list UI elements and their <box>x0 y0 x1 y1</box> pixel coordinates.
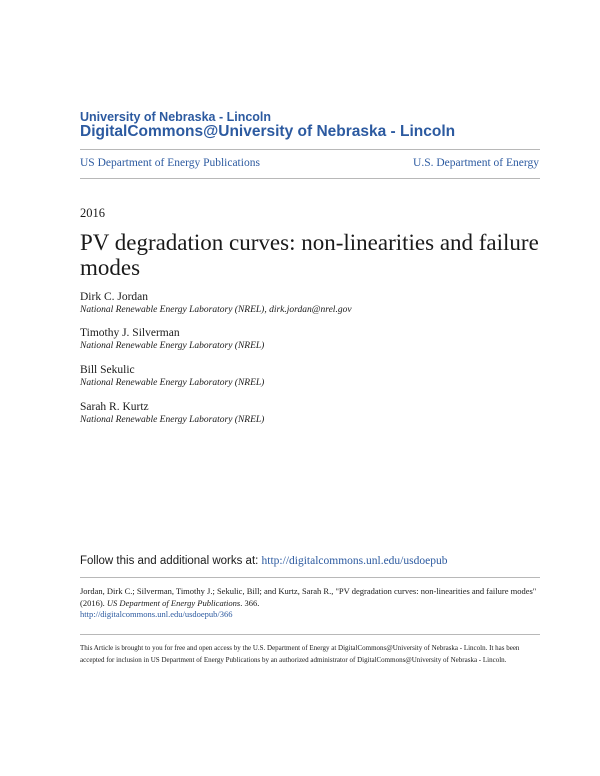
university-link[interactable]: University of Nebraska - Lincoln <box>80 110 272 124</box>
citation-journal: US Department of Energy Publications <box>106 597 241 608</box>
citation-block <box>80 586 542 621</box>
author-name: Bill Sekulic <box>80 364 135 376</box>
access-notice: This Article is brought to you for free and open access by the U.S. Department of Energy at DigitalCommons@University of Nebraska - Lincoln. It has been accepted for inclusion in US Department of Energy Publications by an authorized administrator of DigitalCommons@University of Nebraska - Lincoln. <box>80 644 520 664</box>
follow-line <box>80 555 447 567</box>
author-affiliation: National Renewable Energy Laboratory (NREL) <box>80 415 265 425</box>
author-name: Sarah R. Kurtz <box>80 401 149 413</box>
collection-link[interactable]: US Department of Energy Publications <box>80 157 260 169</box>
publication-year: 2016 <box>80 206 105 220</box>
repository-link[interactable]: DigitalCommons@University of Nebraska - Lincoln <box>80 123 456 140</box>
author-name: Timothy J. Silverman <box>80 327 180 339</box>
citation-text: Jordan, Dirk C.; Silverman, Timothy J.; Sekulic, Bill; and Kurtz, Sarah R., "PV degradation curves: non-linearities and failure modes" (2016). <box>80 586 537 608</box>
author-affiliation: National Renewable Energy Laboratory (NREL) <box>80 341 265 351</box>
notice-divider <box>80 634 540 635</box>
citation-divider <box>80 577 540 578</box>
author-affiliation: National Renewable Energy Laboratory (NREL), dirk.jordan@nrel.gov <box>80 305 352 315</box>
collection-divider <box>80 178 540 179</box>
paper-title: PV degradation curves: non-linearities and failure modes <box>80 230 539 280</box>
follow-url-link[interactable]: http://digitalcommons.unl.edu/usdoepub <box>261 555 448 567</box>
author-affiliation: National Renewable Energy Laboratory (NREL) <box>80 378 265 388</box>
follow-label: Follow this and additional works at: <box>80 555 262 567</box>
header-divider <box>80 149 540 150</box>
author-name: Dirk C. Jordan <box>80 291 149 303</box>
department-link[interactable]: U.S. Department of Energy <box>413 157 539 169</box>
citation-url-link[interactable]: http://digitalcommons.unl.edu/usdoepub/366 <box>80 609 233 619</box>
citation-text-end: . 366. <box>240 597 260 608</box>
